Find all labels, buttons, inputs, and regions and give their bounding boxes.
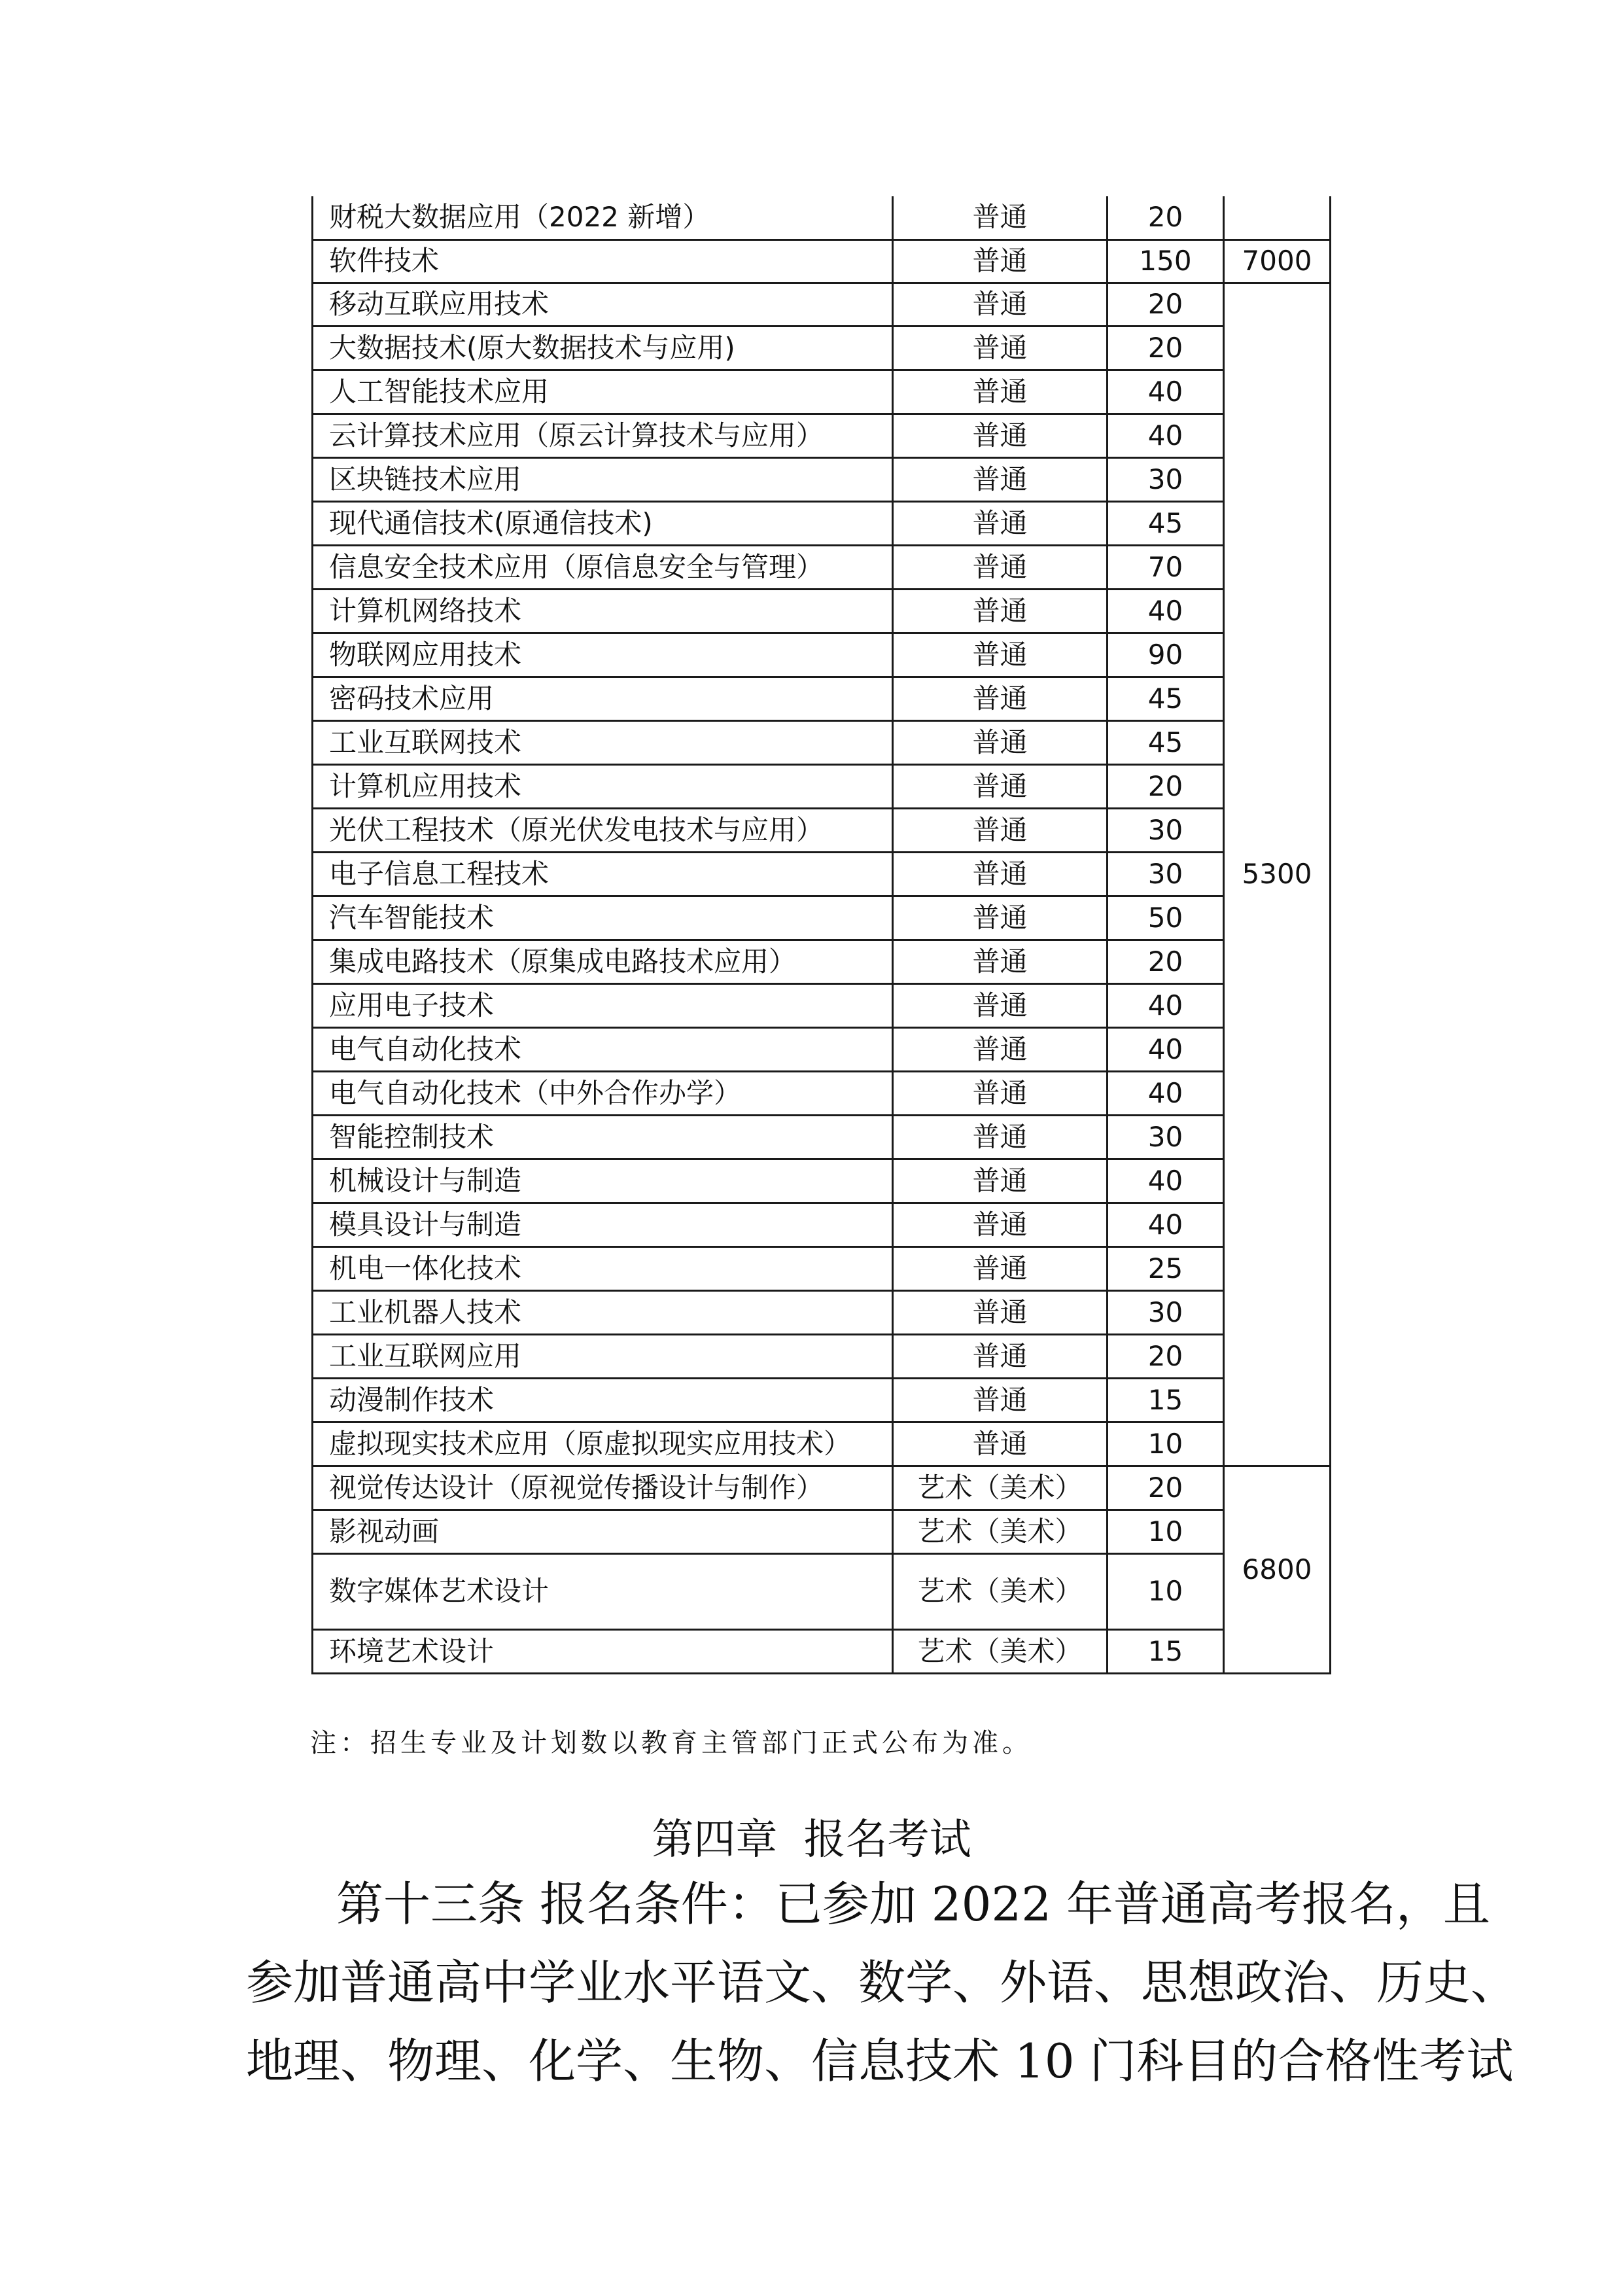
- table-row: [313, 1159, 1331, 1203]
- table-row: [313, 1290, 1331, 1334]
- major-name-cell: 工业互联网应用: [313, 1334, 893, 1378]
- major-name-cell: 智能控制技术: [313, 1115, 893, 1159]
- plan-count-cell: 45: [1108, 720, 1224, 764]
- plan-count-cell: 15: [1108, 1629, 1224, 1673]
- major-name-cell: 电气自动化技术: [313, 1027, 893, 1071]
- table-row: [313, 1629, 1331, 1673]
- plan-count-cell: 20: [1108, 1334, 1224, 1378]
- enrollment-type-cell: 普通: [893, 940, 1108, 983]
- plan-count-cell: 30: [1108, 1290, 1224, 1334]
- plan-count-cell: 20: [1108, 764, 1224, 808]
- enrollment-type-cell: 普通: [893, 896, 1108, 940]
- tuition-fee-cell: 5300: [1224, 283, 1331, 1466]
- table-row: [313, 1422, 1331, 1466]
- enrollment-type-cell: 普通: [893, 764, 1108, 808]
- enrollment-type-cell: 普通: [893, 545, 1108, 589]
- plan-count-cell: 40: [1108, 983, 1224, 1027]
- table-row: [313, 940, 1331, 983]
- table-row: [313, 1510, 1331, 1553]
- enrollment-type-cell: 普通: [893, 1027, 1108, 1071]
- enrollment-type-cell: 普通: [893, 1334, 1108, 1378]
- table-row: [313, 1246, 1331, 1290]
- enrollment-type-cell: 普通: [893, 808, 1108, 852]
- plan-count-cell: 30: [1108, 852, 1224, 896]
- enrollment-type-cell: 艺术（美术）: [893, 1553, 1108, 1629]
- plan-count-cell: 40: [1108, 1027, 1224, 1071]
- table-row: [313, 1027, 1331, 1071]
- major-name-cell: 集成电路技术（原集成电路技术应用）: [313, 940, 893, 983]
- major-name-cell: 计算机应用技术: [313, 764, 893, 808]
- enrollment-type-cell: 普通: [893, 239, 1108, 283]
- tuition-fee-cell: [1224, 196, 1331, 239]
- enrollment-type-cell: 普通: [893, 1290, 1108, 1334]
- table-row: [313, 808, 1331, 852]
- plan-count-cell: 45: [1108, 677, 1224, 720]
- enrollment-table-body: [313, 196, 1331, 1673]
- table-row: [313, 414, 1331, 457]
- enrollment-type-cell: 普通: [893, 633, 1108, 677]
- plan-count-cell: 90: [1108, 633, 1224, 677]
- enrollment-type-cell: 普通: [893, 1115, 1108, 1159]
- enrollment-type-cell: 艺术（美术）: [893, 1629, 1108, 1673]
- enrollment-type-cell: 普通: [893, 983, 1108, 1027]
- table-row: [313, 501, 1331, 545]
- table-row: [313, 764, 1331, 808]
- enrollment-type-cell: 普通: [893, 370, 1108, 414]
- plan-count-cell: 30: [1108, 808, 1224, 852]
- major-name-cell: 软件技术: [313, 239, 893, 283]
- major-name-cell: 汽车智能技术: [313, 896, 893, 940]
- enrollment-type-cell: 普通: [893, 1071, 1108, 1115]
- enrollment-type-cell: 普通: [893, 1203, 1108, 1246]
- table-row: [313, 896, 1331, 940]
- plan-count-cell: 20: [1108, 1466, 1224, 1510]
- major-name-cell: 工业机器人技术: [313, 1290, 893, 1334]
- table-row: [313, 1466, 1331, 1510]
- enrollment-type-cell: 普通: [893, 720, 1108, 764]
- plan-count-cell: 40: [1108, 370, 1224, 414]
- plan-count-cell: 40: [1108, 1203, 1224, 1246]
- major-name-cell: 模具设计与制造: [313, 1203, 893, 1246]
- article-line: 参加普通高中学业水平语文、数学、外语、思想政治、历史、: [246, 1955, 1518, 2010]
- plan-count-cell: 30: [1108, 457, 1224, 501]
- table-row: [313, 589, 1331, 633]
- major-name-cell: 虚拟现实技术应用（原虚拟现实应用技术）: [313, 1422, 893, 1466]
- major-name-cell: 人工智能技术应用: [313, 370, 893, 414]
- enrollment-type-cell: 普通: [893, 677, 1108, 720]
- major-name-cell: 计算机网络技术: [313, 589, 893, 633]
- table-row: [313, 983, 1331, 1027]
- tuition-fee-cell: 7000: [1224, 239, 1331, 283]
- table-row: [313, 283, 1331, 326]
- table-row: [313, 1115, 1331, 1159]
- plan-count-cell: 10: [1108, 1422, 1224, 1466]
- plan-count-cell: 40: [1108, 1159, 1224, 1203]
- table-row: [313, 457, 1331, 501]
- enrollment-type-cell: 普通: [893, 1159, 1108, 1203]
- major-name-cell: 动漫制作技术: [313, 1378, 893, 1422]
- major-name-cell: 机电一体化技术: [313, 1246, 893, 1290]
- plan-count-cell: 70: [1108, 545, 1224, 589]
- enrollment-table: [311, 196, 1331, 1674]
- tuition-fee-cell: 6800: [1224, 1466, 1331, 1673]
- enrollment-type-cell: 普通: [893, 196, 1108, 239]
- table-row: [313, 196, 1331, 239]
- enrollment-type-cell: 普通: [893, 283, 1108, 326]
- enrollment-type-cell: 普通: [893, 457, 1108, 501]
- enrollment-type-cell: 艺术（美术）: [893, 1466, 1108, 1510]
- table-footnote: 注：招生专业及计划数以教育主管部门正式公布为准。: [310, 1728, 1032, 1758]
- plan-count-cell: 20: [1108, 283, 1224, 326]
- enrollment-type-cell: 普通: [893, 326, 1108, 370]
- major-name-cell: 电气自动化技术（中外合作办学）: [313, 1071, 893, 1115]
- enrollment-type-cell: 普通: [893, 589, 1108, 633]
- table-row: [313, 633, 1331, 677]
- chapter-title: 第四章 报名考试: [652, 1816, 971, 1864]
- plan-count-cell: 40: [1108, 414, 1224, 457]
- table-row: [313, 1553, 1331, 1629]
- plan-count-cell: 25: [1108, 1246, 1224, 1290]
- major-name-cell: 信息安全技术应用（原信息安全与管理）: [313, 545, 893, 589]
- enrollment-type-cell: 普通: [893, 1378, 1108, 1422]
- major-name-cell: 财税大数据应用（2022 新增）: [313, 196, 893, 239]
- major-name-cell: 光伏工程技术（原光伏发电技术与应用）: [313, 808, 893, 852]
- major-name-cell: 电子信息工程技术: [313, 852, 893, 896]
- plan-count-cell: 15: [1108, 1378, 1224, 1422]
- table-row: [313, 720, 1331, 764]
- plan-count-cell: 20: [1108, 940, 1224, 983]
- plan-count-cell: 40: [1108, 589, 1224, 633]
- plan-count-cell: 30: [1108, 1115, 1224, 1159]
- major-name-cell: 密码技术应用: [313, 677, 893, 720]
- article-line: 地理、物理、化学、生物、信息技术 10 门科目的合格性考试: [246, 2034, 1514, 2089]
- table-row: [313, 545, 1331, 589]
- enrollment-type-cell: 普通: [893, 1422, 1108, 1466]
- table-row: [313, 1334, 1331, 1378]
- plan-count-cell: 50: [1108, 896, 1224, 940]
- table-row: [313, 370, 1331, 414]
- table-row: [313, 239, 1331, 283]
- table-row: [313, 852, 1331, 896]
- table-row: [313, 1378, 1331, 1422]
- major-name-cell: 工业互联网技术: [313, 720, 893, 764]
- major-name-cell: 应用电子技术: [313, 983, 893, 1027]
- table-row: [313, 677, 1331, 720]
- major-name-cell: 云计算技术应用（原云计算技术与应用）: [313, 414, 893, 457]
- enrollment-type-cell: 普通: [893, 501, 1108, 545]
- enrollment-type-cell: 艺术（美术）: [893, 1510, 1108, 1553]
- major-name-cell: 大数据技术(原大数据技术与应用): [313, 326, 893, 370]
- plan-count-cell: 150: [1108, 239, 1224, 283]
- major-name-cell: 环境艺术设计: [313, 1629, 893, 1673]
- plan-count-cell: 45: [1108, 501, 1224, 545]
- table-row: [313, 326, 1331, 370]
- plan-count-cell: 10: [1108, 1553, 1224, 1629]
- major-name-cell: 影视动画: [313, 1510, 893, 1553]
- major-name-cell: 物联网应用技术: [313, 633, 893, 677]
- major-name-cell: 数字媒体艺术设计: [313, 1553, 893, 1629]
- table-row: [313, 1203, 1331, 1246]
- plan-count-cell: 10: [1108, 1510, 1224, 1553]
- plan-count-cell: 20: [1108, 196, 1224, 239]
- enrollment-type-cell: 普通: [893, 414, 1108, 457]
- enrollment-type-cell: 普通: [893, 852, 1108, 896]
- plan-count-cell: 40: [1108, 1071, 1224, 1115]
- plan-count-cell: 20: [1108, 326, 1224, 370]
- major-name-cell: 机械设计与制造: [313, 1159, 893, 1203]
- major-name-cell: 视觉传达设计（原视觉传播设计与制作）: [313, 1466, 893, 1510]
- article-line: 第十三条 报名条件：已参加 2022 年普通高考报名，且: [336, 1877, 1490, 1932]
- table-row: [313, 1071, 1331, 1115]
- major-name-cell: 区块链技术应用: [313, 457, 893, 501]
- major-name-cell: 现代通信技术(原通信技术): [313, 501, 893, 545]
- article-13-paragraph: [246, 1865, 1518, 2100]
- enrollment-type-cell: 普通: [893, 1246, 1108, 1290]
- major-name-cell: 移动互联应用技术: [313, 283, 893, 326]
